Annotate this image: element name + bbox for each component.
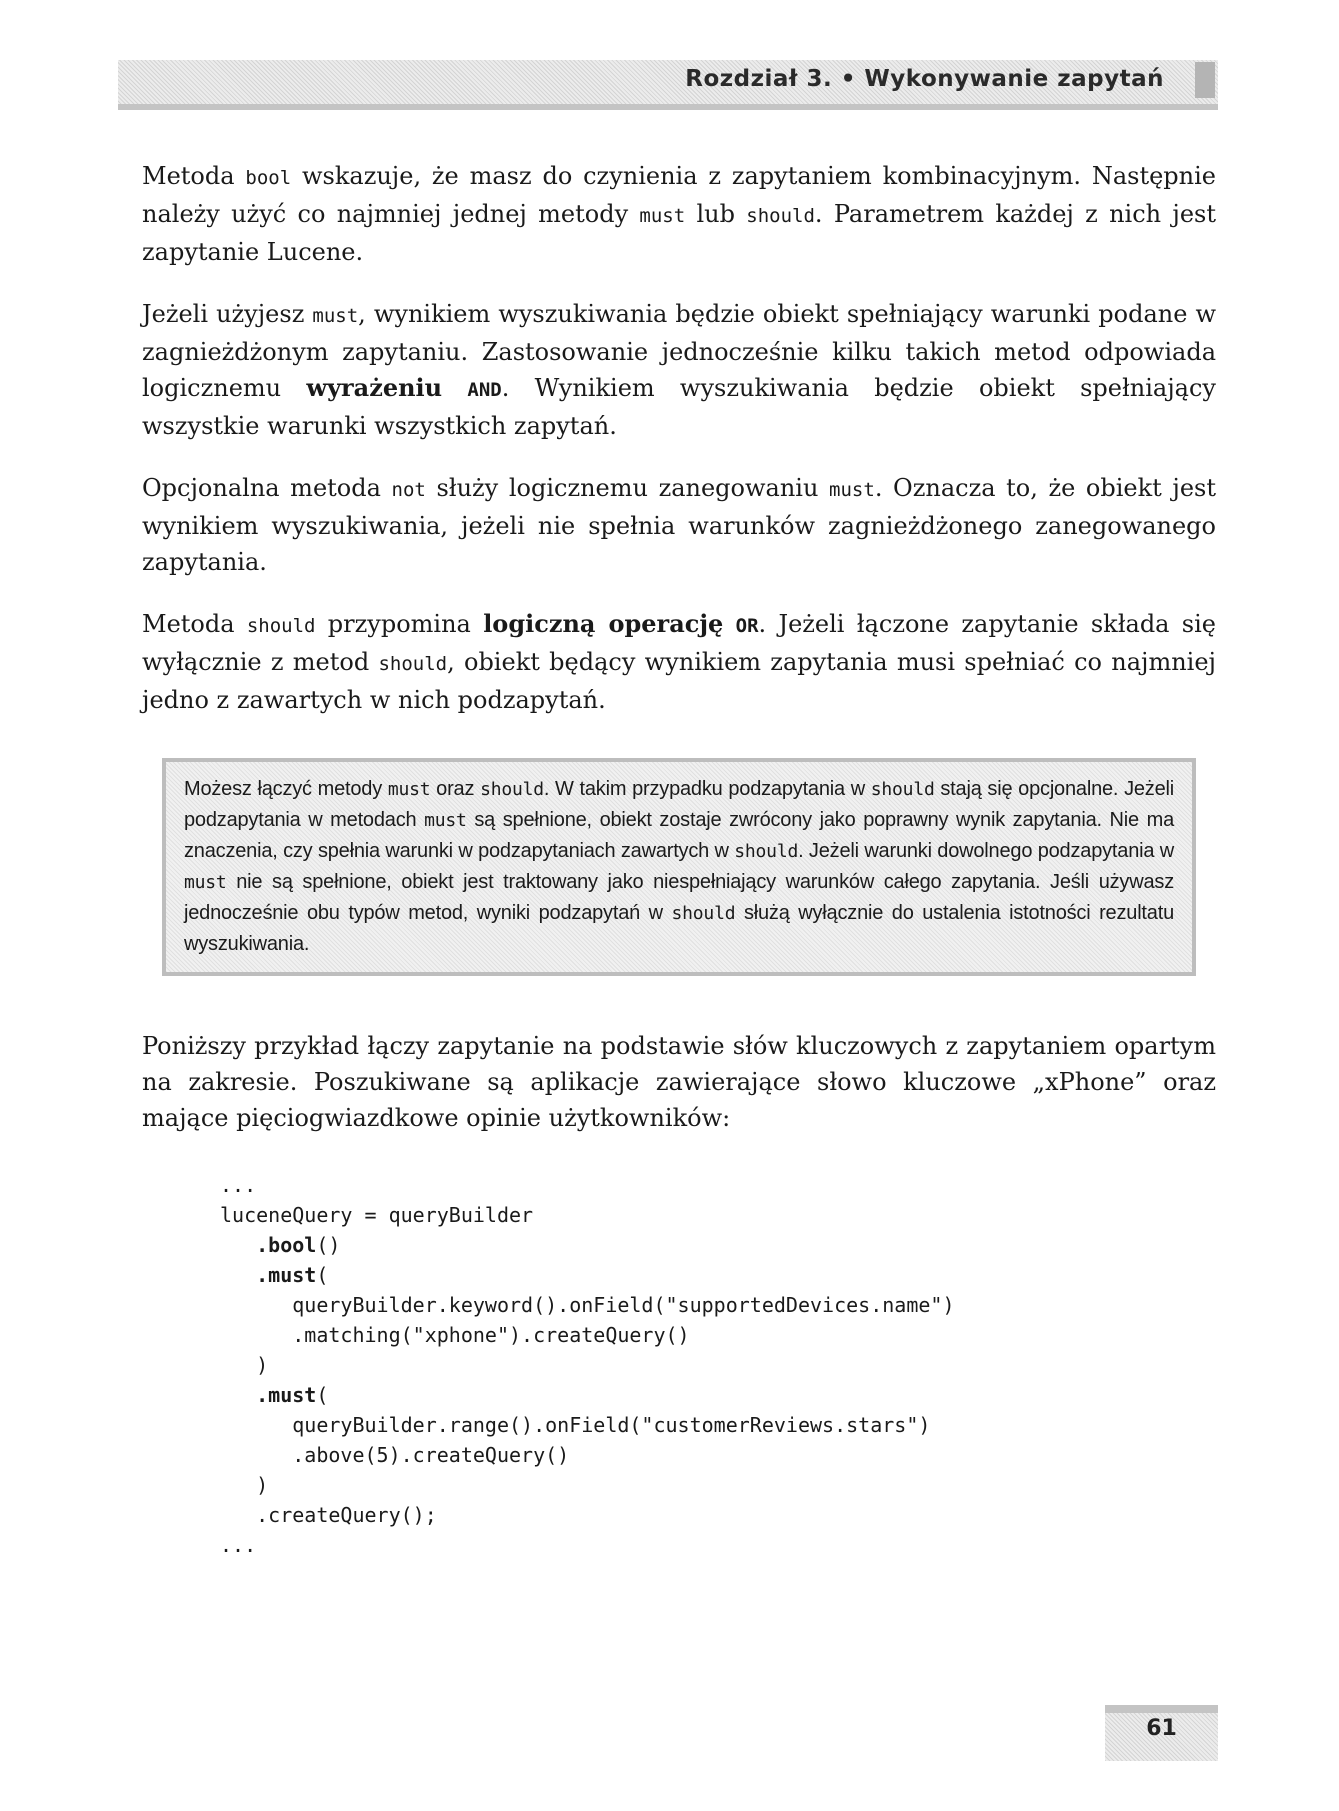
text: . W takim przypadku podzapytania w (543, 778, 871, 800)
text: . Jeżeli łączone zapytanie składa się wyłącznie z metod (142, 610, 1216, 676)
text: Opcjonalna metoda (142, 474, 392, 502)
code-line: queryBuilder.keyword().onField("supportedDevices.name") (220, 1293, 955, 1317)
code-punct: ( (316, 1383, 329, 1407)
inline-code: should (734, 841, 799, 862)
text: . Oznacza to, że obiekt jest wynikiem wyszukiwania, jeżeli nie spełnia warunków zagnieżdżonego zanegowanego zapytania. (142, 474, 1217, 576)
text: służą wyłącznie do ustalenia istotności rezultatu wyszukiwania. (184, 902, 1174, 955)
paragraph-not (142, 470, 1216, 580)
code-line: luceneQuery = queryBuilder (220, 1203, 534, 1227)
inline-code: must (184, 872, 227, 893)
code-method-must: .must (256, 1263, 317, 1287)
code-punct: () (316, 1233, 341, 1257)
text: są spełnione, obiekt zostaje zwrócony jako poprawny wynik zapytania. Nie ma znaczenia, czy spełnia warunki w podzapytaniach zawartych w (184, 809, 1174, 862)
bold-term: wyrażeniu (306, 373, 443, 402)
text: Metoda (142, 610, 247, 638)
code-line: ... (220, 1173, 257, 1197)
text: Poniższy przykład łączy zapytanie na podstawie słów kluczowych z zapytaniem opartym na zakresie. Poszukiwane są aplikacje zawierające słowo kluczowe „xPhone” oraz mające pięciogwiazdkowe opinie użytkowników: (142, 1032, 1216, 1132)
inline-code: bool (245, 167, 292, 189)
inline-code: should (671, 903, 736, 924)
code-indent (220, 1233, 256, 1257)
text: , wynikiem wyszukiwania będzie obiekt spełniający warunki podane w zagnieżdżonym zapytaniu. Zastosowanie jednocześnie kilku takich metod odpowiada logicznemu (142, 300, 1217, 402)
text: Jeżeli użyjesz (142, 300, 313, 328)
inline-code-bold: AND (467, 379, 502, 401)
text: służy logicznemu zanegowaniu (425, 474, 830, 502)
text: . Wynikiem wyszukiwania będzie obiekt spełniający wszystkie warunki wszystkich zapytań. (142, 374, 1216, 440)
text: wskazuje, że masz do czynienia z zapytaniem kombinacyjnym. Następnie należy użyć co najmniej jednej metody (142, 162, 1217, 228)
inline-code: must (424, 810, 467, 831)
paragraph-bool (142, 158, 1216, 270)
text: lub (685, 200, 747, 228)
code-method-bool: .bool (256, 1233, 317, 1257)
inline-code: should (378, 653, 448, 675)
text: , obiekt będący wynikiem zapytania musi spełniać co najmniej jedno z zawartych w nich podzapytań. (142, 648, 1217, 714)
inline-code: must (312, 305, 359, 327)
text: stają się opcjonalne. Jeżeli podzapytania w metodach (184, 778, 1174, 831)
inline-code: should (246, 615, 316, 637)
inline-code-bold: OR (735, 615, 759, 637)
chapter-header: Rozdział 3. • Wykonywanie zapytań (685, 66, 1164, 92)
code-method-must: .must (256, 1383, 317, 1407)
page-content (142, 158, 1216, 1560)
paragraph-must (142, 296, 1216, 444)
code-indent (220, 1383, 256, 1407)
text: Możesz łączyć metody (184, 778, 388, 800)
page-number: 61 (1146, 1716, 1177, 1741)
header-tab (1195, 62, 1215, 98)
code-line: queryBuilder.range().onField("customerReviews.stars") (220, 1413, 931, 1437)
bold-term: logiczną operację (483, 609, 724, 638)
code-line: ) (220, 1353, 269, 1377)
code-line: .createQuery(); (220, 1503, 437, 1527)
note-box (162, 758, 1196, 976)
header-rule (118, 104, 1218, 110)
inline-code: must (829, 479, 875, 501)
code-listing (220, 1170, 1216, 1560)
inline-code: should (480, 779, 544, 800)
footer-rule (1105, 1705, 1218, 1713)
text: oraz (430, 778, 481, 800)
code-line: ) (220, 1473, 269, 1497)
inline-code: not (391, 479, 426, 501)
paragraph-should (142, 606, 1216, 718)
inline-code: must (387, 779, 431, 800)
text: . Parametrem każdej z nich jest zapytanie Lucene. (142, 200, 1216, 266)
code-line: ... (220, 1533, 257, 1557)
inline-code: must (639, 205, 686, 227)
text: Metoda (142, 162, 246, 190)
code-punct: ( (316, 1263, 329, 1287)
paragraph-example (142, 1028, 1216, 1136)
text: przypomina (315, 610, 484, 638)
text: . Jeżeli warunki dowolnego podzapytania w (798, 840, 1174, 862)
code-line: .above(5).createQuery() (220, 1443, 570, 1467)
inline-code: should (870, 779, 935, 800)
code-indent (220, 1263, 256, 1287)
code-line: .matching("xphone").createQuery() (220, 1323, 690, 1347)
text: nie są spełnione, obiekt jest traktowany jako niespełniający warunków całego zapytania. Jeśli używasz jednocześnie obu typów metod, wyniki podzapytań w (184, 871, 1174, 924)
inline-code: should (746, 205, 815, 227)
